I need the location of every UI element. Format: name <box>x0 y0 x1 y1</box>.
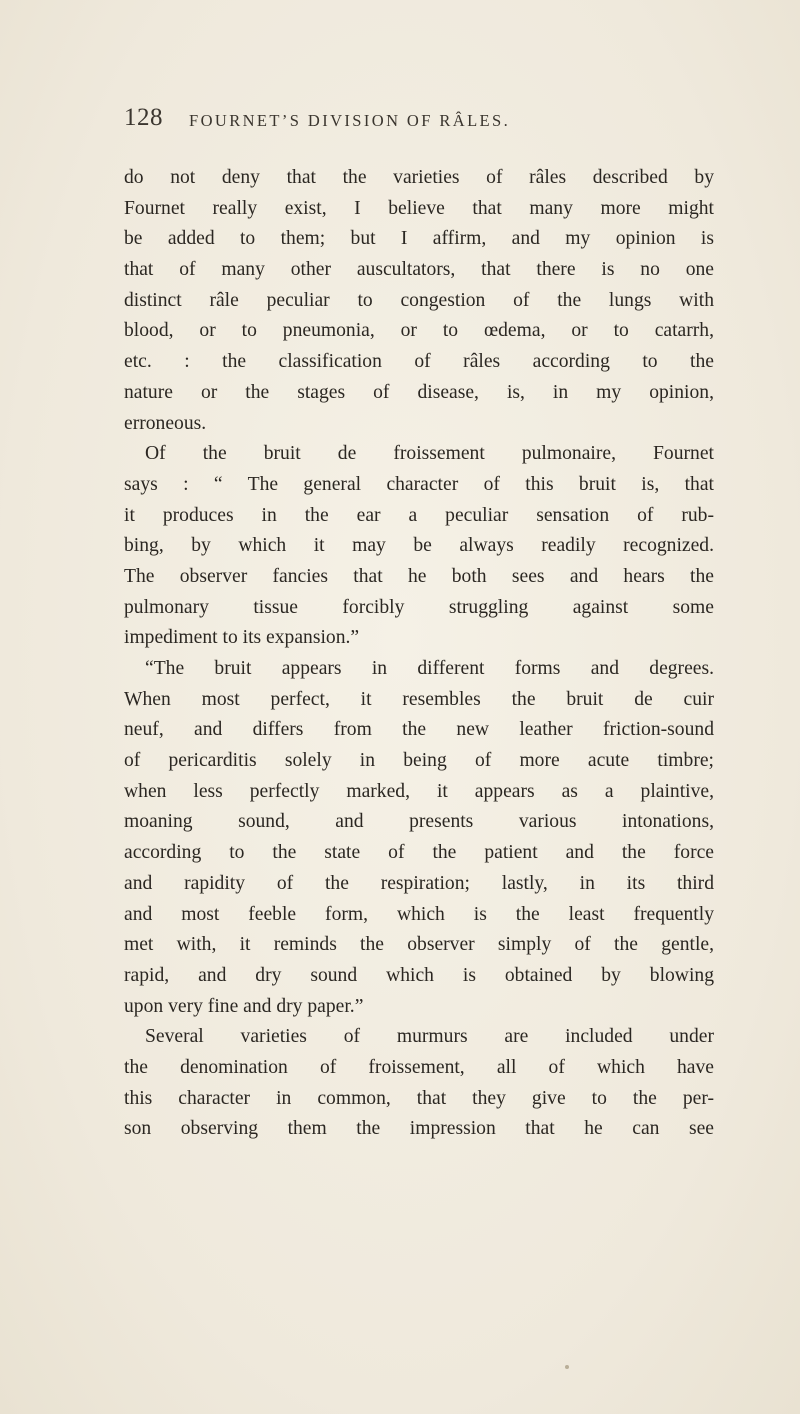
text-line: bing, by which it may be always readily recognized. <box>124 535 714 557</box>
text-line: do not deny that the varieties of râles described by <box>124 167 714 188</box>
text-line: this character in common, that they give to the per- <box>124 1087 714 1109</box>
text-line: The observer fancies that he both sees and hears the <box>124 565 714 587</box>
running-head: FOURNET’S DIVISION OF RÂLES. <box>189 111 511 130</box>
text-line: it produces in the ear a peculiar sensation of rub- <box>124 504 714 526</box>
text-line: impediment to its expansion.” <box>124 627 360 649</box>
text-line: Of the bruit de froissement pulmonaire, Fournet <box>145 443 714 465</box>
text-line: blood, or to pneumonia, or to œdema, or to catarrh, <box>124 320 714 342</box>
text-line: the denomination of froissement, all of which have <box>124 1056 714 1078</box>
text-line: according to the state of the patient and the force <box>124 842 714 864</box>
text-line: be added to them; but I affirm, and my opinion is <box>124 228 714 250</box>
text-line: upon very fine and dry paper.” <box>124 995 364 1017</box>
text-line: of pericarditis solely in being of more acute timbre; <box>124 750 714 772</box>
text-line: nature or the stages of disease, is, in my opinion, <box>124 381 714 403</box>
text-line: and most feeble form, which is the least frequently <box>124 903 714 925</box>
text-line: etc. : the classification of râles according to the <box>124 351 714 373</box>
text-line: When most perfect, it resembles the bruit de cuir <box>124 688 714 710</box>
text-line: when less perfectly marked, it appears as a plaintive, <box>124 780 714 802</box>
text-line: met with, it reminds the observer simply of the gentle, <box>124 934 714 956</box>
text-line: neuf, and differs from the new leather friction-sound <box>124 719 714 741</box>
page-header <box>124 104 714 144</box>
text-line: that of many other auscultators, that there is no one <box>124 259 714 281</box>
text-line: Fournet really exist, I believe that many more might <box>124 197 714 219</box>
text-line: pulmonary tissue forcibly struggling against some <box>124 596 714 618</box>
text-line: moaning sound, and presents various intonations, <box>124 811 714 833</box>
body-text <box>124 163 714 1145</box>
text-line: says : “ The general character of this bruit is, that <box>124 473 714 495</box>
text-line: son observing them the impression that he can see <box>124 1118 714 1140</box>
paper-speck <box>565 1365 569 1369</box>
text-line: Several varieties of murmurs are included under <box>145 1026 714 1048</box>
text-line: rapid, and dry sound which is obtained by blowing <box>124 964 714 986</box>
page-number: 128 <box>124 104 163 131</box>
text-line: “The bruit appears in different forms and degrees. <box>145 658 714 679</box>
text-line: and rapidity of the respiration; lastly, in its third <box>124 872 714 894</box>
text-line: distinct râle peculiar to congestion of the lungs with <box>124 289 714 311</box>
text-line: erroneous. <box>124 412 207 434</box>
